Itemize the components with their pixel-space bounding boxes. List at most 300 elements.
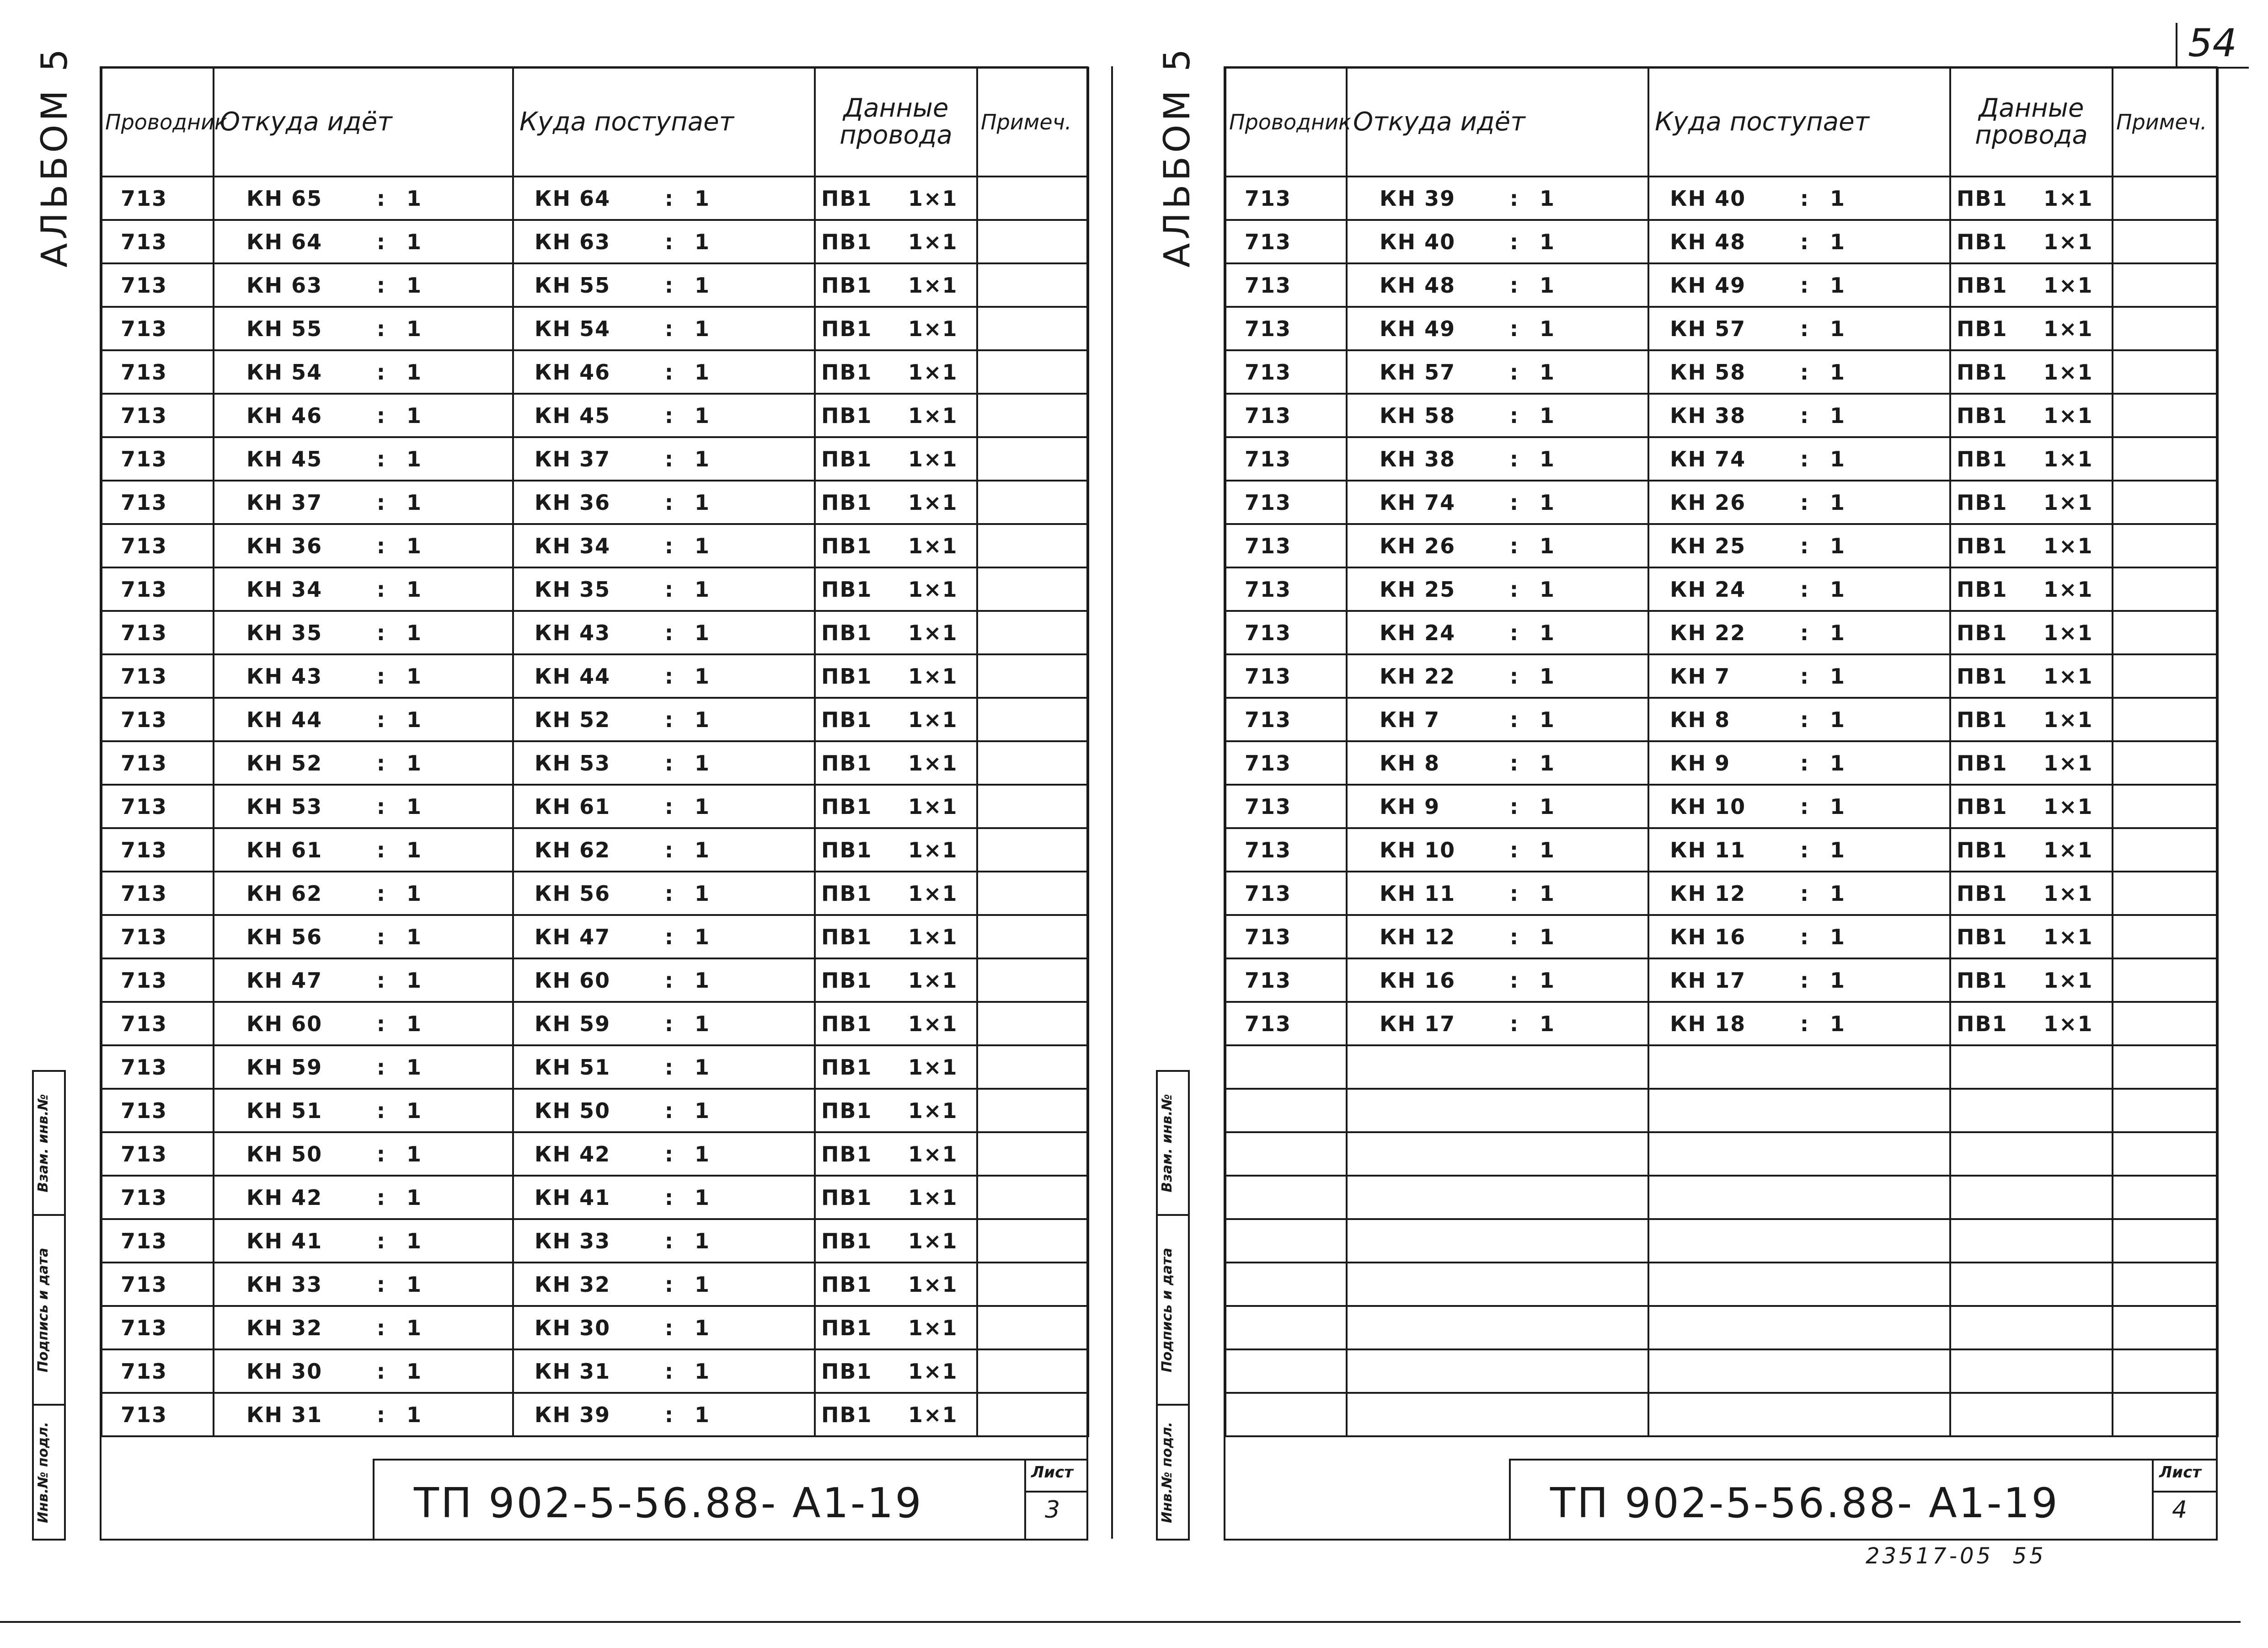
table-row: 713 КН 7 : 1 КН 8 : 1 ПВ1 1×1 <box>1225 698 2218 741</box>
wire-type: ПВ1 <box>1957 229 2008 254</box>
wire-type: ПВ1 <box>821 229 872 254</box>
from-terminal: КН 22 <box>1380 663 1456 689</box>
wire-type: ПВ1 <box>821 359 872 385</box>
conductor-id: 713 <box>1245 359 1292 385</box>
to-pin: 1 <box>1830 794 1846 819</box>
wire-type: ПВ1 <box>1957 273 2008 298</box>
wire-type: ПВ1 <box>821 968 872 993</box>
wire-section: 1×1 <box>908 229 958 254</box>
wire-section: 1×1 <box>908 1054 958 1080</box>
to-pin: 1 <box>1830 446 1846 471</box>
from-terminal: КН 31 <box>246 1402 323 1427</box>
to-terminal: КН 58 <box>1670 359 1746 385</box>
from-pin: 1 <box>1540 707 1556 732</box>
wire-type: ПВ1 <box>821 881 872 906</box>
table-row: 713 КН 44 : 1 КН 52 : 1 ПВ1 1×1 <box>102 698 1088 741</box>
wire-section: 1×1 <box>908 1098 958 1123</box>
from-pin: 1 <box>407 881 423 906</box>
note-cell <box>2113 654 2218 698</box>
table-row: 713 КН 46 : 1 КН 45 : 1 ПВ1 1×1 <box>102 394 1088 437</box>
wire-type: ПВ1 <box>1957 316 2008 341</box>
conductor-id: 713 <box>121 403 168 428</box>
to-terminal: КН 40 <box>1670 186 1746 211</box>
from-pin: 1 <box>1540 490 1556 515</box>
table-row: 713 КН 33 : 1 КН 32 : 1 ПВ1 1×1 <box>102 1263 1088 1306</box>
conductor-id: 713 <box>1245 273 1292 298</box>
note-cell <box>977 437 1088 481</box>
from-pin: 1 <box>407 359 423 385</box>
note-cell <box>2113 1393 2218 1436</box>
note-cell <box>977 1045 1088 1089</box>
wire-section: 1×1 <box>2043 837 2093 862</box>
from-pin: 1 <box>407 186 423 211</box>
to-pin: 1 <box>1830 663 1846 689</box>
from-terminal: КН 44 <box>246 707 323 732</box>
from-pin: 1 <box>1540 924 1556 949</box>
note-cell <box>2113 350 2218 394</box>
from-pin: 1 <box>407 794 423 819</box>
from-terminal: КН 36 <box>246 533 323 558</box>
table-row: 713 КН 9 : 1 КН 10 : 1 ПВ1 1×1 <box>1225 785 2218 828</box>
note-cell <box>2113 1306 2218 1349</box>
from-terminal: КН 45 <box>246 446 323 471</box>
from-terminal: КН 65 <box>246 186 323 211</box>
wire-section: 1×1 <box>2043 794 2093 819</box>
to-pin: 1 <box>695 1054 711 1080</box>
col-conductor: Проводник <box>1225 68 1347 177</box>
from-terminal: КН 25 <box>1380 577 1456 602</box>
to-pin: 1 <box>1830 881 1846 906</box>
to-pin: 1 <box>1830 620 1846 645</box>
conductor-id: 713 <box>121 1272 168 1297</box>
conductor-id: 713 <box>121 577 168 602</box>
stamp-inv-left: Инв.№ подл. <box>35 1422 51 1523</box>
to-pin: 1 <box>695 707 711 732</box>
to-terminal: КН 60 <box>535 968 611 993</box>
note-cell <box>977 177 1088 220</box>
wire-type: ПВ1 <box>1957 446 2008 471</box>
to-terminal: КН 37 <box>535 446 611 471</box>
table-row <box>1225 1306 2218 1349</box>
note-cell <box>977 394 1088 437</box>
wire-type: ПВ1 <box>821 837 872 862</box>
wire-section: 1×1 <box>2043 707 2093 732</box>
wire-type: ПВ1 <box>1957 403 2008 428</box>
table-row: 713 КН 41 : 1 КН 33 : 1 ПВ1 1×1 <box>102 1219 1088 1263</box>
note-cell <box>2113 958 2218 1002</box>
wire-section: 1×1 <box>2043 924 2093 949</box>
wire-section: 1×1 <box>2043 750 2093 776</box>
to-terminal: КН 44 <box>535 663 611 689</box>
to-terminal: КН 61 <box>535 794 611 819</box>
to-pin: 1 <box>695 750 711 776</box>
to-pin: 1 <box>695 1185 711 1210</box>
to-pin: 1 <box>695 1098 711 1123</box>
wire-type: ПВ1 <box>821 273 872 298</box>
from-pin: 1 <box>1540 577 1556 602</box>
conductor-id: 713 <box>1245 924 1292 949</box>
to-terminal: КН 11 <box>1670 837 1746 862</box>
to-pin: 1 <box>695 1359 711 1384</box>
to-pin: 1 <box>695 837 711 862</box>
wire-section: 1×1 <box>908 837 958 862</box>
table-row: 713 КН 39 : 1 КН 40 : 1 ПВ1 1×1 <box>1225 177 2218 220</box>
note-cell <box>2113 1349 2218 1393</box>
to-terminal: КН 57 <box>1670 316 1746 341</box>
to-pin: 1 <box>695 1011 711 1036</box>
wire-section: 1×1 <box>2043 968 2093 993</box>
conductor-id: 713 <box>1245 663 1292 689</box>
conductor-id: 713 <box>1245 577 1292 602</box>
table-row: 713 КН 10 : 1 КН 11 : 1 ПВ1 1×1 <box>1225 828 2218 872</box>
to-terminal: КН 7 <box>1670 663 1731 689</box>
from-pin: 1 <box>1540 794 1556 819</box>
note-cell <box>977 481 1088 524</box>
wire-type: ПВ1 <box>821 1315 872 1340</box>
from-pin: 1 <box>1540 186 1556 211</box>
from-pin: 1 <box>1540 881 1556 906</box>
conductor-id: 713 <box>1245 750 1292 776</box>
conductor-id: 713 <box>121 794 168 819</box>
from-pin: 1 <box>1540 968 1556 993</box>
from-pin: 1 <box>407 229 423 254</box>
to-terminal: КН 38 <box>1670 403 1746 428</box>
note-cell <box>2113 524 2218 567</box>
table-row: 713 КН 11 : 1 КН 12 : 1 ПВ1 1×1 <box>1225 872 2218 915</box>
table-row: 713 КН 25 : 1 КН 24 : 1 ПВ1 1×1 <box>1225 567 2218 611</box>
from-pin: 1 <box>1540 750 1556 776</box>
from-pin: 1 <box>407 750 423 776</box>
note-cell <box>977 567 1088 611</box>
note-cell <box>2113 1002 2218 1045</box>
table-row <box>1225 1132 2218 1176</box>
table-row: 713 КН 47 : 1 КН 60 : 1 ПВ1 1×1 <box>102 958 1088 1002</box>
table-row: 713 КН 56 : 1 КН 47 : 1 ПВ1 1×1 <box>102 915 1088 958</box>
from-terminal: КН 8 <box>1380 750 1440 776</box>
col-note: Примеч. <box>2113 68 2218 177</box>
from-terminal: КН 12 <box>1380 924 1456 949</box>
note-cell <box>977 958 1088 1002</box>
to-terminal: КН 42 <box>535 1141 611 1166</box>
to-terminal: КН 31 <box>535 1359 611 1384</box>
to-terminal: КН 46 <box>535 359 611 385</box>
table-row: 713 КН 48 : 1 КН 49 : 1 ПВ1 1×1 <box>1225 263 2218 307</box>
to-terminal: КН 10 <box>1670 794 1746 819</box>
conductor-id: 713 <box>1245 1011 1292 1036</box>
conductor-id: 713 <box>1245 794 1292 819</box>
from-terminal: КН 35 <box>246 620 323 645</box>
to-pin: 1 <box>695 403 711 428</box>
table-row <box>1225 1263 2218 1306</box>
note-cell <box>2113 785 2218 828</box>
to-pin: 1 <box>1830 750 1846 776</box>
wire-type: ПВ1 <box>821 533 872 558</box>
from-terminal: КН 63 <box>246 273 323 298</box>
from-terminal: КН 50 <box>246 1141 323 1166</box>
to-pin: 1 <box>1830 837 1846 862</box>
to-terminal: КН 17 <box>1670 968 1746 993</box>
from-terminal: КН 59 <box>246 1054 323 1080</box>
page-number: 54 <box>2188 21 2237 65</box>
table-row: 713 КН 16 : 1 КН 17 : 1 ПВ1 1×1 <box>1225 958 2218 1002</box>
note-cell <box>2113 307 2218 350</box>
to-terminal: КН 9 <box>1670 750 1731 776</box>
stamp-vzam-right: Взам. инв.№ <box>1159 1094 1175 1193</box>
from-terminal: КН 17 <box>1380 1011 1456 1036</box>
note-cell <box>977 1349 1088 1393</box>
note-cell <box>2113 1263 2218 1306</box>
wire-type: ПВ1 <box>1957 707 2008 732</box>
table-row: 713 КН 45 : 1 КН 37 : 1 ПВ1 1×1 <box>102 437 1088 481</box>
note-cell <box>977 1306 1088 1349</box>
wire-type: ПВ1 <box>821 1011 872 1036</box>
from-pin: 1 <box>407 707 423 732</box>
table-row <box>1225 1089 2218 1132</box>
right-wire-table <box>1225 67 2219 1437</box>
conductor-id: 713 <box>121 837 168 862</box>
wire-section: 1×1 <box>908 577 958 602</box>
to-pin: 1 <box>695 1315 711 1340</box>
from-terminal: КН 26 <box>1380 533 1456 558</box>
wire-section: 1×1 <box>908 1185 958 1210</box>
table-row: 713 КН 62 : 1 КН 56 : 1 ПВ1 1×1 <box>102 872 1088 915</box>
to-pin: 1 <box>1830 577 1846 602</box>
to-pin: 1 <box>695 359 711 385</box>
wire-section: 1×1 <box>908 490 958 515</box>
from-pin: 1 <box>1540 533 1556 558</box>
to-pin: 1 <box>695 1402 711 1427</box>
wire-type: ПВ1 <box>821 490 872 515</box>
to-terminal: КН 32 <box>535 1272 611 1297</box>
conductor-id: 713 <box>121 1359 168 1384</box>
from-terminal: КН 56 <box>246 924 323 949</box>
note-cell <box>977 1132 1088 1176</box>
wire-section: 1×1 <box>908 273 958 298</box>
conductor-id: 713 <box>1245 533 1292 558</box>
from-terminal: КН 42 <box>246 1185 323 1210</box>
from-terminal: КН 38 <box>1380 446 1456 471</box>
from-terminal: КН 33 <box>246 1272 323 1297</box>
col-to: Куда поступает <box>1648 68 1950 177</box>
table-row: 713 КН 30 : 1 КН 31 : 1 ПВ1 1×1 <box>102 1349 1088 1393</box>
table-row: 713 КН 31 : 1 КН 39 : 1 ПВ1 1×1 <box>102 1393 1088 1436</box>
table-row: 713 КН 55 : 1 КН 54 : 1 ПВ1 1×1 <box>102 307 1088 350</box>
from-pin: 1 <box>407 1141 423 1166</box>
to-terminal: КН 35 <box>535 577 611 602</box>
from-terminal: КН 10 <box>1380 837 1456 862</box>
to-pin: 1 <box>1830 316 1846 341</box>
note-cell <box>2113 263 2218 307</box>
conductor-id: 713 <box>121 1228 168 1253</box>
wire-type: ПВ1 <box>821 750 872 776</box>
from-terminal: КН 54 <box>246 359 323 385</box>
from-pin: 1 <box>407 577 423 602</box>
wire-type: ПВ1 <box>821 707 872 732</box>
to-pin: 1 <box>1830 490 1846 515</box>
to-terminal: КН 39 <box>535 1402 611 1427</box>
wire-type: ПВ1 <box>1957 750 2008 776</box>
left-table-body <box>102 177 1088 1436</box>
conductor-id: 713 <box>121 316 168 341</box>
wire-section: 1×1 <box>908 186 958 211</box>
to-terminal: КН 41 <box>535 1185 611 1210</box>
note-cell <box>2113 698 2218 741</box>
wire-section: 1×1 <box>2043 577 2093 602</box>
col-wire-data: Данные провода <box>815 68 977 177</box>
wire-section: 1×1 <box>908 359 958 385</box>
table-row: 713 КН 52 : 1 КН 53 : 1 ПВ1 1×1 <box>102 741 1088 785</box>
wire-type: ПВ1 <box>821 186 872 211</box>
conductor-id: 713 <box>1245 490 1292 515</box>
note-cell <box>977 828 1088 872</box>
conductor-id: 713 <box>121 186 168 211</box>
from-pin: 1 <box>407 1315 423 1340</box>
from-terminal: КН 58 <box>1380 403 1456 428</box>
to-terminal: КН 52 <box>535 707 611 732</box>
to-terminal: КН 54 <box>535 316 611 341</box>
wire-type: ПВ1 <box>821 1272 872 1297</box>
table-row: 713 КН 22 : 1 КН 7 : 1 ПВ1 1×1 <box>1225 654 2218 698</box>
wire-type: ПВ1 <box>821 1098 872 1123</box>
from-terminal: КН 43 <box>246 663 323 689</box>
from-pin: 1 <box>1540 316 1556 341</box>
table-row: 713 КН 65 : 1 КН 64 : 1 ПВ1 1×1 <box>102 177 1088 220</box>
note-cell <box>977 524 1088 567</box>
note-cell <box>977 1263 1088 1306</box>
from-terminal: КН 74 <box>1380 490 1456 515</box>
wire-type: ПВ1 <box>1957 881 2008 906</box>
from-terminal: КН 32 <box>246 1315 323 1340</box>
wire-section: 1×1 <box>908 1141 958 1166</box>
note-cell <box>977 741 1088 785</box>
from-terminal: КН 34 <box>246 577 323 602</box>
wire-type: ПВ1 <box>1957 837 2008 862</box>
footer-code: 23517-05 55 <box>1866 1543 2046 1569</box>
to-pin: 1 <box>1830 1011 1846 1036</box>
conductor-id: 713 <box>121 881 168 906</box>
from-terminal: КН 41 <box>246 1228 323 1253</box>
table-row: 713 КН 26 : 1 КН 25 : 1 ПВ1 1×1 <box>1225 524 2218 567</box>
to-terminal: КН 55 <box>535 273 611 298</box>
note-cell <box>2113 1132 2218 1176</box>
wire-section: 1×1 <box>908 1272 958 1297</box>
table-row: 713 КН 37 : 1 КН 36 : 1 ПВ1 1×1 <box>102 481 1088 524</box>
from-pin: 1 <box>1540 403 1556 428</box>
to-terminal: КН 18 <box>1670 1011 1746 1036</box>
to-pin: 1 <box>695 490 711 515</box>
from-terminal: КН 24 <box>1380 620 1456 645</box>
wire-type: ПВ1 <box>821 1359 872 1384</box>
from-terminal: КН 37 <box>246 490 323 515</box>
to-pin: 1 <box>1830 707 1846 732</box>
wire-section: 1×1 <box>908 1228 958 1253</box>
to-terminal: КН 47 <box>535 924 611 949</box>
table-row: 713 КН 53 : 1 КН 61 : 1 ПВ1 1×1 <box>102 785 1088 828</box>
wire-section: 1×1 <box>908 750 958 776</box>
note-cell <box>977 1002 1088 1045</box>
col-from: Откуда идёт <box>214 68 513 177</box>
wire-type: ПВ1 <box>821 403 872 428</box>
conductor-id: 713 <box>121 533 168 558</box>
to-pin: 1 <box>1830 359 1846 385</box>
conductor-id: 713 <box>1245 229 1292 254</box>
from-pin: 1 <box>407 1359 423 1384</box>
note-cell <box>2113 611 2218 654</box>
conductor-id: 713 <box>121 273 168 298</box>
conductor-id: 713 <box>121 1185 168 1210</box>
to-pin: 1 <box>695 186 711 211</box>
note-cell <box>977 915 1088 958</box>
wire-section: 1×1 <box>2043 1011 2093 1036</box>
from-terminal: КН 40 <box>1380 229 1456 254</box>
conductor-id: 713 <box>121 1011 168 1036</box>
wire-section: 1×1 <box>908 446 958 471</box>
from-pin: 1 <box>407 1054 423 1080</box>
wire-section: 1×1 <box>2043 229 2093 254</box>
from-pin: 1 <box>407 490 423 515</box>
wire-section: 1×1 <box>908 1011 958 1036</box>
wire-section: 1×1 <box>908 707 958 732</box>
wire-type: ПВ1 <box>1957 620 2008 645</box>
wire-section: 1×1 <box>908 881 958 906</box>
note-cell <box>977 1176 1088 1219</box>
wire-section: 1×1 <box>2043 881 2093 906</box>
conductor-id: 713 <box>121 620 168 645</box>
table-row <box>1225 1219 2218 1263</box>
to-terminal: КН 74 <box>1670 446 1746 471</box>
from-terminal: КН 64 <box>246 229 323 254</box>
to-pin: 1 <box>695 533 711 558</box>
to-pin: 1 <box>695 1272 711 1297</box>
wire-section: 1×1 <box>2043 186 2093 211</box>
to-pin: 1 <box>695 1228 711 1253</box>
from-pin: 1 <box>407 924 423 949</box>
wire-section: 1×1 <box>2043 316 2093 341</box>
from-pin: 1 <box>1540 273 1556 298</box>
wire-type: ПВ1 <box>821 794 872 819</box>
table-row: 713 КН 35 : 1 КН 43 : 1 ПВ1 1×1 <box>102 611 1088 654</box>
to-terminal: КН 24 <box>1670 577 1746 602</box>
to-terminal: КН 12 <box>1670 881 1746 906</box>
wire-type: ПВ1 <box>1957 359 2008 385</box>
wire-type: ПВ1 <box>821 1402 872 1427</box>
col-note: Примеч. <box>977 68 1088 177</box>
conductor-id: 713 <box>121 359 168 385</box>
to-pin: 1 <box>695 968 711 993</box>
conductor-id: 713 <box>121 968 168 993</box>
from-terminal: КН 51 <box>246 1098 323 1123</box>
note-cell <box>2113 1219 2218 1263</box>
wire-section: 1×1 <box>908 1402 958 1427</box>
table-row <box>1225 1349 2218 1393</box>
wire-type: ПВ1 <box>1957 577 2008 602</box>
conductor-id: 713 <box>121 1054 168 1080</box>
from-terminal: КН 61 <box>246 837 323 862</box>
from-pin: 1 <box>407 446 423 471</box>
to-pin: 1 <box>695 446 711 471</box>
wire-section: 1×1 <box>2043 620 2093 645</box>
from-pin: 1 <box>407 837 423 862</box>
table-row: 713 КН 49 : 1 КН 57 : 1 ПВ1 1×1 <box>1225 307 2218 350</box>
doc-code-left: ТП 902-5-56.88- А1-19 <box>414 1479 923 1527</box>
wire-section: 1×1 <box>908 924 958 949</box>
wire-section: 1×1 <box>2043 533 2093 558</box>
table-row: 713 КН 34 : 1 КН 35 : 1 ПВ1 1×1 <box>102 567 1088 611</box>
conductor-id: 713 <box>1245 620 1292 645</box>
conductor-id: 713 <box>1245 881 1292 906</box>
from-pin: 1 <box>1540 663 1556 689</box>
table-row: 713 КН 60 : 1 КН 59 : 1 ПВ1 1×1 <box>102 1002 1088 1045</box>
